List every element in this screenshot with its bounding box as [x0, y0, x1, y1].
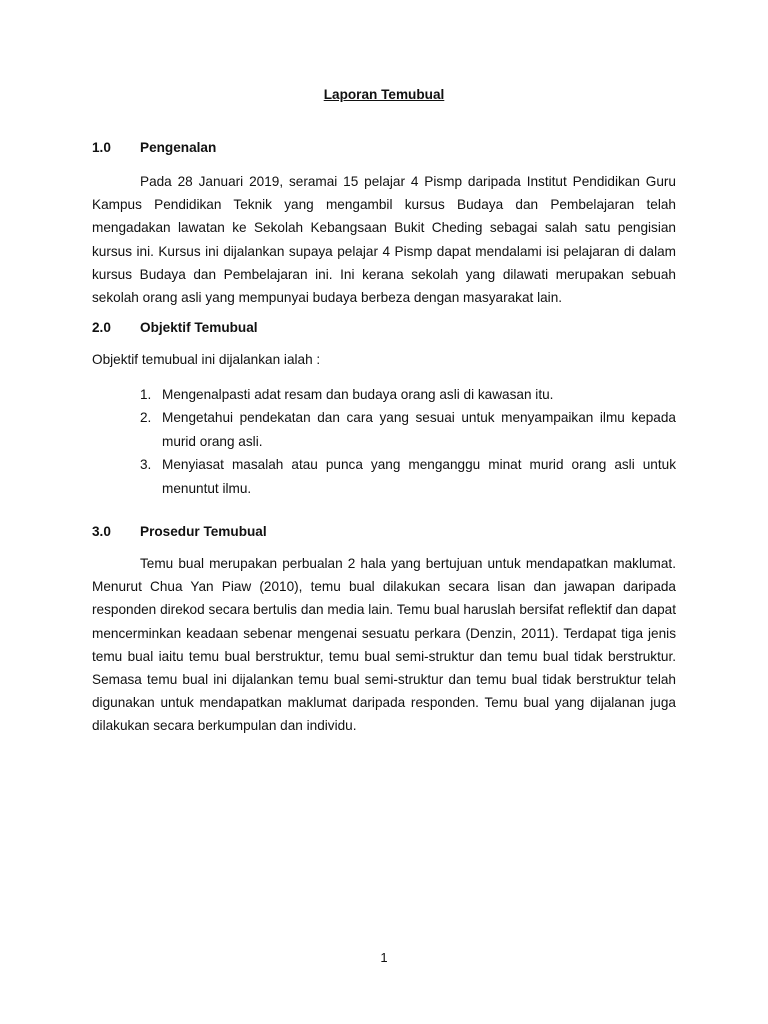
list-marker: 1.: [140, 387, 152, 402]
list-item-text: Menyiasat masalah atau punca yang menganggu minat murid orang asli untuk menuntut ilmu.: [162, 457, 676, 496]
section-number: 3.0: [92, 524, 111, 539]
page-number: 1: [380, 950, 388, 965]
list-item: [92, 406, 676, 453]
section-title: Pengenalan: [140, 140, 217, 155]
objectives-list: [92, 383, 676, 500]
objectives-lead-text: Objektif temubual ini dijalankan ialah :: [92, 352, 321, 367]
procedure-paragraph: Temu bual merupakan perbualan 2 hala yang bertujuan untuk mendapatkan maklumat. Menurut Chua Yan Piaw (2010), temu bual dilakukan secara lisan dan jawapan daripada responden direkod secara bertulis dan media lain. Temu bual haruslah bersifat reflektif dan dapat mencerminkan keadaan sebenar mengenai sesuatu perkara (Denzin, 2011). Terdapat tiga jenis temu bual iaitu temu bual berstruktur, temu bual semi-struktur dan temu bual tidak berstruktur. Semasa temu bual ini dijalankan temu bual semi-struktur dan temu bual tidak berstruktur telah digunakan untuk mendapatkan maklumat daripada responden. Temu bual yang dijalanan juga dilakukan secara berkumpulan dan individu.: [92, 556, 676, 734]
list-item-text: Mengetahui pendekatan dan cara yang sesuai untuk menyampaikan ilmu kepada murid orang asli.: [162, 410, 676, 449]
section-number: 2.0: [92, 320, 111, 335]
list-item: [92, 453, 676, 500]
section-title: Objektif Temubual: [140, 320, 258, 335]
list-marker: 3.: [140, 457, 152, 473]
list-marker: 2.: [140, 410, 152, 426]
section-heading-intro: [92, 140, 216, 155]
document-title: Laporan Temubual: [323, 87, 445, 102]
section-number: 1.0: [92, 140, 111, 155]
section-heading-objectives: [92, 320, 258, 335]
list-item: [92, 383, 676, 406]
list-item-text: Mengenalpasti adat resam dan budaya orang asli di kawasan itu.: [162, 387, 554, 402]
section-title: Prosedur Temubual: [140, 524, 267, 539]
section-heading-procedure: [92, 524, 267, 539]
intro-paragraph: Pada 28 Januari 2019, seramai 15 pelajar 4 Pismp daripada Institut Pendidikan Guru Kampus Pendidikan Teknik yang mengambil kursus Budaya dan Pembelajaran telah mengadakan lawatan ke Sekolah Kebangsaan Bukit Cheding sebagai salah satu pengisian kursus ini. Kursus ini dijalankan supaya pelajar 4 Pismp dapat mendalami isi pelajaran di dalam kursus Budaya dan Pembelajaran ini. Ini kerana sekolah yang dilawati merupakan sebuah sekolah orang asli yang mempunyai budaya berbeza dengan masyarakat lain.: [92, 174, 676, 306]
